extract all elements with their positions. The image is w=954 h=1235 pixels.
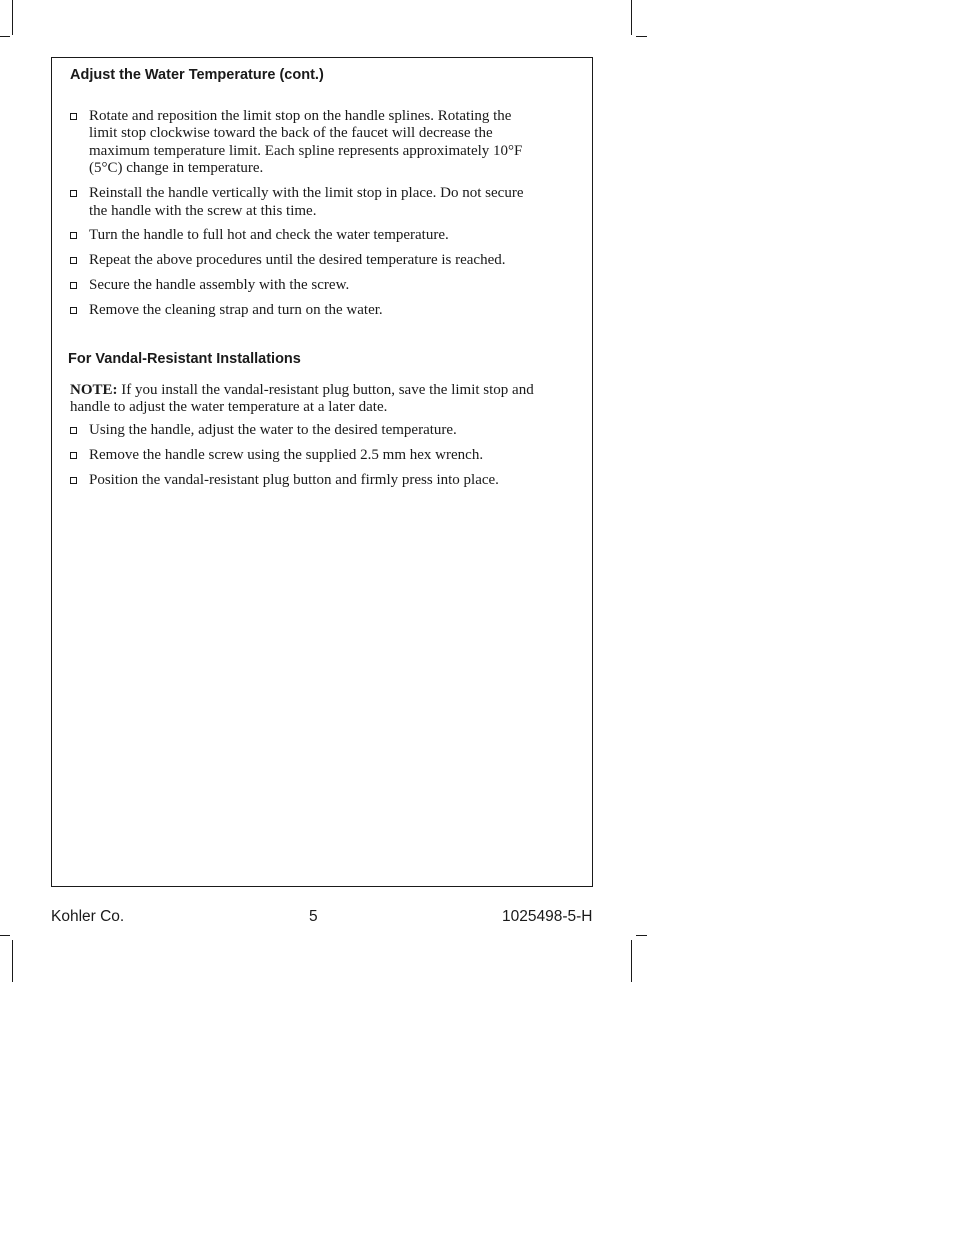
list-item: Remove the cleaning strap and turn on the water. — [70, 302, 540, 319]
list-item: Position the vandal-resistant plug button and firmly press into place. — [70, 472, 540, 489]
checkbox-icon — [70, 190, 77, 197]
crop-mark — [0, 935, 10, 936]
checkbox-icon — [70, 427, 77, 434]
note-label: NOTE: — [70, 382, 118, 398]
checkbox-icon — [70, 232, 77, 239]
checkbox-icon — [70, 282, 77, 289]
crop-mark — [12, 0, 13, 35]
list-item: Repeat the above procedures until the desired temperature is reached. — [70, 252, 540, 269]
section-title-vandal-resistant: For Vandal-Resistant Installations — [68, 351, 301, 367]
crop-mark — [0, 36, 10, 37]
checkbox-icon — [70, 307, 77, 314]
adjust-temperature-steps — [70, 108, 540, 327]
list-item: Turn the handle to full hot and check the water temperature. — [70, 227, 540, 244]
checkbox-icon — [70, 113, 77, 120]
content-frame — [51, 57, 593, 887]
note-text: If you install the vandal-resistant plug button, save the limit stop and handle to adjust the water temperature at a later date. — [70, 382, 534, 416]
crop-mark — [631, 0, 632, 35]
checkbox-icon — [70, 257, 77, 264]
list-item: Reinstall the handle vertically with the limit stop in place. Do not secure the handle with the screw at this time. — [70, 185, 540, 220]
checkbox-icon — [70, 452, 77, 459]
list-item: Remove the handle screw using the supplied 2.5 mm hex wrench. — [70, 447, 540, 464]
footer-page-number: 5 — [309, 908, 318, 925]
footer-doc-number: 1025498-5-H — [502, 908, 593, 925]
checkbox-icon — [70, 477, 77, 484]
list-item: Using the handle, adjust the water to the desired temperature. — [70, 422, 540, 439]
crop-mark — [631, 940, 632, 982]
list-item: Secure the handle assembly with the screw. — [70, 277, 540, 294]
crop-mark — [636, 36, 647, 37]
note-paragraph — [70, 382, 560, 417]
list-item: Rotate and reposition the limit stop on the handle splines. Rotating the limit stop clockwise toward the back of the faucet will decrease the maximum temperature limit. Each spline represents approximately 10°F (5°C) change in temperature. — [70, 108, 540, 178]
section-title-adjust-temperature: Adjust the Water Temperature (cont.) — [70, 67, 324, 83]
crop-mark — [12, 940, 13, 982]
vandal-resistant-steps — [70, 422, 540, 497]
footer-company: Kohler Co. — [51, 908, 125, 925]
crop-mark — [636, 935, 647, 936]
